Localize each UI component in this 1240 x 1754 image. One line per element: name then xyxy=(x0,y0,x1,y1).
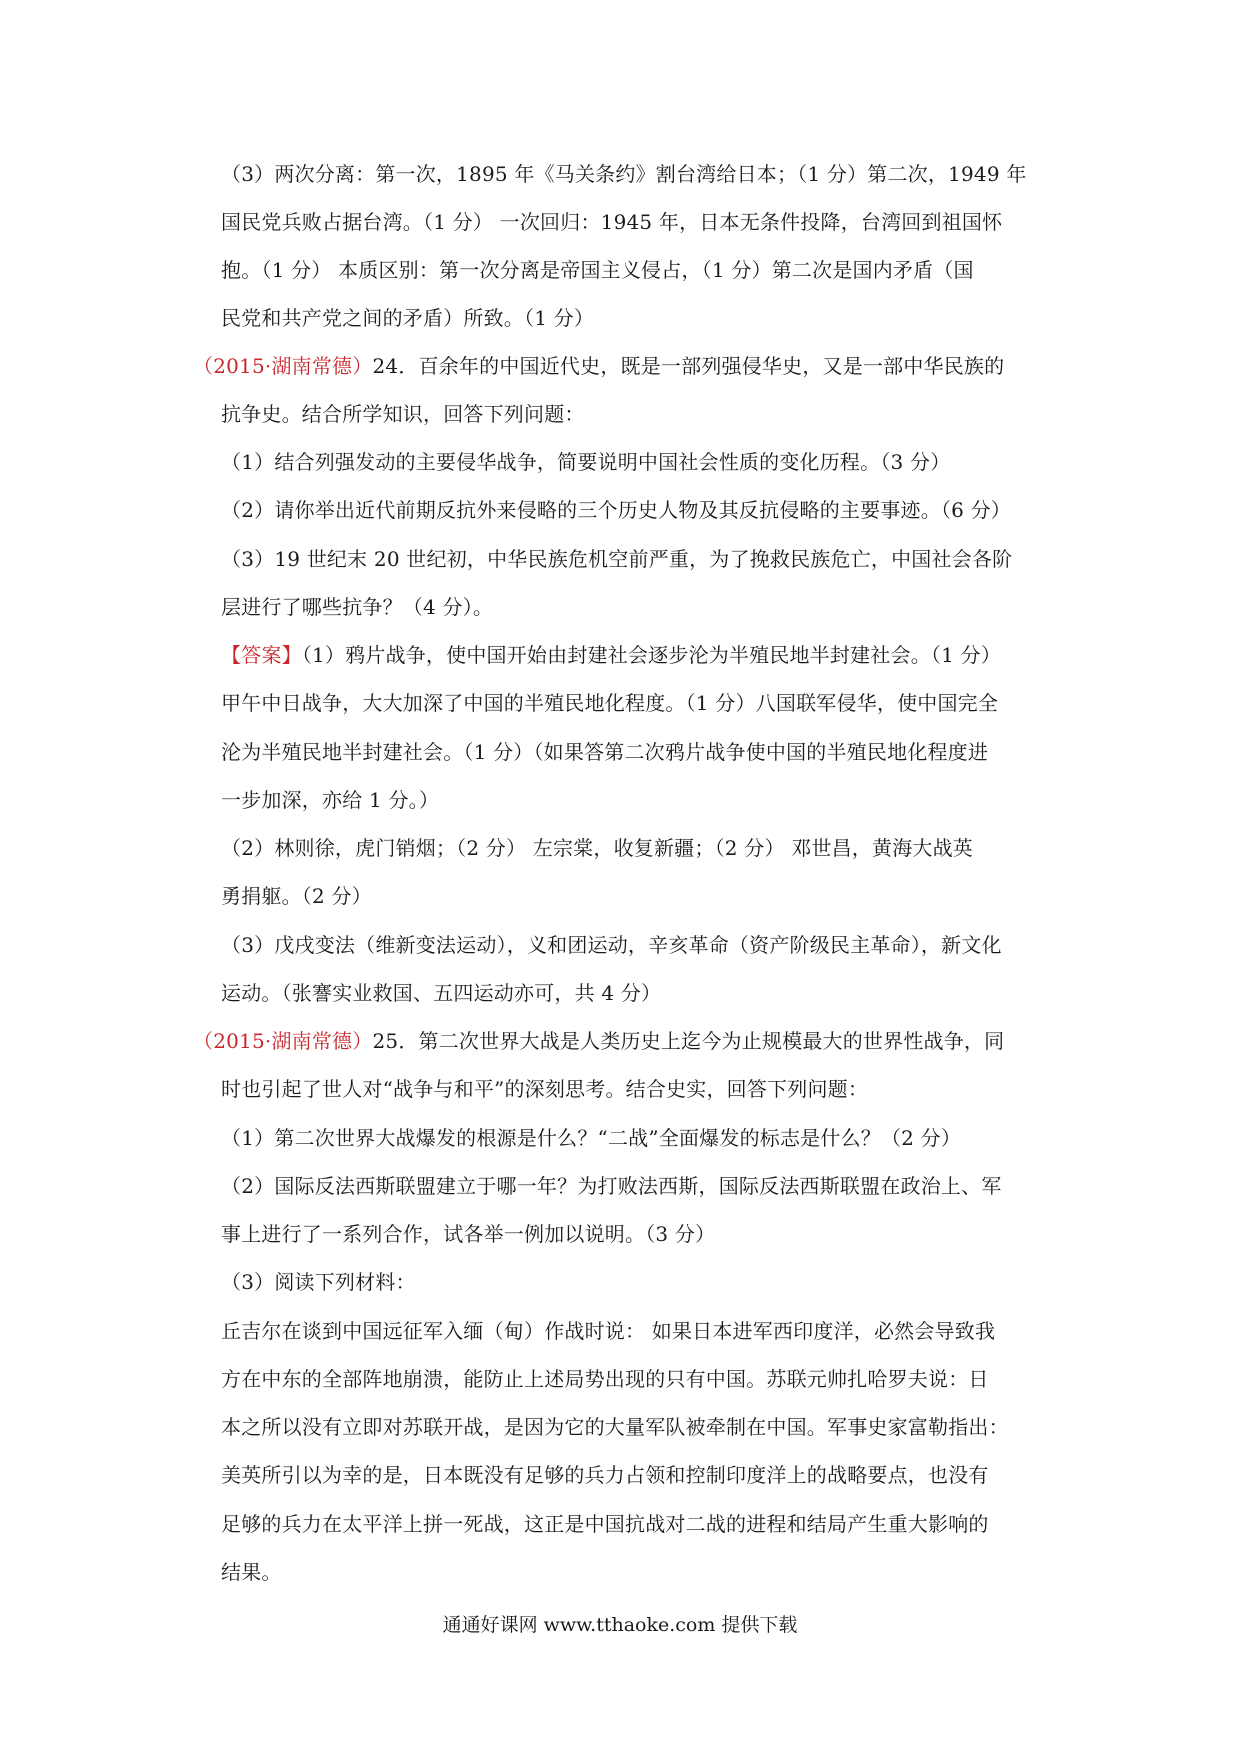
answer-text: （1）鸦片战争，使中国开始由封建社会逐步沦为半殖民地半封建社会。（1 分） xyxy=(301,643,1002,667)
question-line: 时也引起了世人对“战争与和平”的深刻思考。结合史实，回答下列问题： xyxy=(221,1077,869,1101)
sub-question: （2）请你举出近代前期反抗外来侵略的三个历史人物及其反抗侵略的主要事迹。（6 分） xyxy=(221,498,1012,522)
answer-line: 一步加深，亦给 1 分。） xyxy=(221,788,440,812)
sub-question: （1）结合列强发动的主要侵华战争，简要说明中国社会性质的变化历程。（3 分） xyxy=(221,450,951,474)
material-line: 结果。 xyxy=(221,1560,282,1584)
question-line: 抗争史。结合所学知识，回答下列问题： xyxy=(221,402,585,426)
answer-block xyxy=(221,641,1061,669)
answer-line: 沦为半殖民地半封建社会。（1 分）（如果答第二次鸦片战争使中国的半殖民地化程度进 xyxy=(221,740,989,764)
material-line: 美英所引以为幸的是，日本既没有足够的兵力占领和控制印度洋上的战略要点，也没有 xyxy=(221,1463,989,1487)
answer-line: （2）林则徐，虎门销烟；（2 分） 左宗棠，收复新疆；（2 分） 邓世昌，黄海大战英 xyxy=(221,836,974,860)
answer-line: 运动。（张謇实业救国、五四运动亦可，共 4 分） xyxy=(221,981,662,1005)
sub-question: （3）19 世纪末 20 世纪初，中华民族危机空前严重，为了挽救民族危亡，中国社会各阶 xyxy=(221,547,1013,571)
material-line: 本之所以没有立即对苏联开战，是因为它的大量军队被牵制在中国。军事史家富勒指出： xyxy=(221,1415,1009,1439)
answer-line: 甲午中日战争，大大加深了中国的半殖民地化程度。（1 分）八国联军侵华，使中国完全 xyxy=(221,691,999,715)
sub-question: 层进行了哪些抗争？（4 分）。 xyxy=(221,595,494,619)
question-text: 24．百余年的中国近代史，既是一部列强侵华史，又是一部中华民族的 xyxy=(372,354,1005,378)
material-line: 足够的兵力在太平洋上拼一死战，这正是中国抗战对二战的进程和结局产生重大影响的 xyxy=(221,1512,989,1536)
answer-tag: 【答案】 xyxy=(221,643,302,667)
question-25-stem xyxy=(193,1027,1033,1055)
question-text: 25．第二次世界大战是人类历史上迄今为止规模最大的世界性战争，同 xyxy=(372,1029,1005,1053)
sub-question: 事上进行了一系列合作，试各举一例加以说明。（3 分） xyxy=(221,1222,716,1246)
question-source: （2015·湖南常德） xyxy=(193,1029,373,1053)
sub-question: （1）第二次世界大战爆发的根源是什么？“二战”全面爆发的标志是什么？（2 分） xyxy=(221,1126,962,1150)
answer-line: 国民党兵败占据台湾。（1 分） 一次回归：1945 年，日本无条件投降，台湾回到祖国怀 xyxy=(221,210,1003,234)
answer-line: 勇捐躯。（2 分） xyxy=(221,884,372,908)
question-source: （2015·湖南常德） xyxy=(193,354,373,378)
question-24-stem xyxy=(193,352,1033,380)
answer-line: 抱。（1 分） 本质区别：第一次分离是帝国主义侵占，（1 分）第二次是国内矛盾（国 xyxy=(221,258,974,282)
page-footer: 通通好课网 www.tthaoke.com 提供下载 xyxy=(442,1614,798,1636)
answer-line: （3）两次分离：第一次，1895 年《马关条约》割台湾给日本；（1 分）第二次，1949 年 xyxy=(221,162,1027,186)
sub-question: （2）国际反法西斯联盟建立于哪一年？为打败法西斯，国际反法西斯联盟在政治上、军 xyxy=(221,1174,1002,1198)
answer-line: （3）戊戌变法（维新变法运动），义和团运动，辛亥革命（资产阶级民主革命），新文化 xyxy=(221,933,1002,957)
sub-question: （3）阅读下列材料： xyxy=(221,1270,416,1294)
material-line: 丘吉尔在谈到中国远征军入缅（甸）作战时说： 如果日本进军西印度洋，必然会导致我 xyxy=(221,1319,996,1343)
material-line: 方在中东的全部阵地崩溃，能防止上述局势出现的只有中国。苏联元帅扎哈罗夫说：日 xyxy=(221,1367,989,1391)
answer-line: 民党和共产党之间的矛盾）所致。（1 分） xyxy=(221,306,595,330)
